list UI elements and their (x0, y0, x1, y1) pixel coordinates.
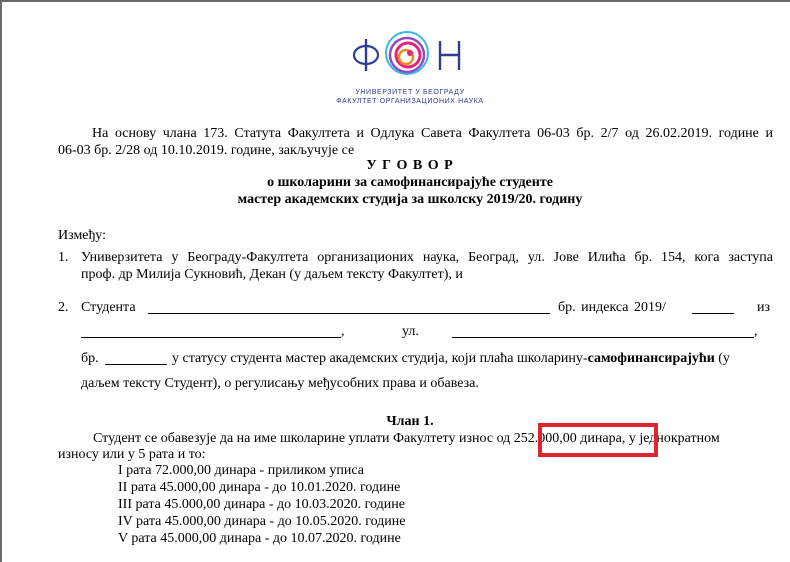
index-label: бр. индекса 2019/ (558, 300, 666, 315)
student-label: Студента (81, 300, 136, 315)
intro-line-1: На основу члана 173. Статута Факултета и Одлука Савета Факултета 06-03 бр. 2/7 од 26.02.2019. године и (92, 126, 773, 141)
between-label: Између: (58, 228, 106, 243)
installment-2: II рата 45.000,00 динара - до 10.01.2020. године (118, 480, 401, 495)
amount-highlight-box (538, 423, 658, 457)
status-line (172, 350, 730, 367)
page-border-top (0, 0, 790, 2)
street-comma: , (754, 324, 758, 339)
status-text: у статусу студента мастер академских студија, који плаћа школарину- (172, 351, 588, 366)
index-number-field[interactable] (692, 300, 734, 314)
logo-university-name: УНИВЕРЗИТЕТ У БЕОГРАДУ (355, 89, 465, 96)
fon-logo-mark (340, 25, 470, 87)
party-1-line-1: Универзитета у Београду-Факултета организационих наука, Београд, ул. Јове Илића бр. 154, кога заступа (81, 250, 773, 265)
installment-3: III рата 45.000,00 динара - до 10.03.2020. године (118, 497, 405, 512)
contract-title: У Г О В О Р (366, 158, 454, 173)
page-border-left (0, 0, 2, 562)
from-label: из (757, 300, 771, 315)
article-1-heading: Члан 1. (386, 414, 434, 429)
city-comma: , (341, 324, 345, 339)
contract-subtitle-2: мастер академских студија за школску 2019/20. годину (237, 192, 583, 207)
article-1-text-a: Студент се обавезује да на име школарине уплати Факултету износ од (93, 431, 511, 446)
party-1-line-2: проф. др Милија Сукновић, Декан (у даљем тексту Факултет), и (81, 267, 463, 282)
city-field[interactable] (81, 324, 341, 338)
article-1-text-b: , у једнократном (621, 431, 720, 446)
house-number-field[interactable] (105, 351, 167, 365)
intro-line-2: 06-03 бр. 2/28 од 10.10.2019. године, закључује се (58, 143, 355, 158)
student-name-field[interactable] (148, 300, 550, 314)
number-label: бр. (81, 351, 99, 366)
street-field[interactable] (452, 324, 754, 338)
installment-1: I рата 72.000,00 динара - приликом уписа (118, 463, 364, 478)
status-self-financing: самофинансирајући (587, 351, 715, 366)
party-2-number: 2. (58, 300, 69, 315)
installment-4: IV рата 45.000,00 динара - до 10.05.2020. године (118, 514, 406, 529)
installment-5: V рата 45.000,00 динара - до 10.07.2020. године (118, 531, 401, 546)
party-2-line-4: даљем тексту Студент), о регулисању међусобних права и обавеза. (81, 376, 479, 391)
street-label: ул. (402, 324, 419, 339)
tuition-amount: 252.000,00 динара (513, 431, 622, 446)
party-1-number: 1. (58, 250, 69, 265)
article-1-line-2: износу или у 5 рата и то: (58, 447, 206, 462)
status-tail: (у (714, 351, 730, 366)
contract-subtitle-1: о школарини за самофинансирајуће студенте (267, 175, 553, 190)
fon-logo (336, 25, 484, 107)
logo-faculty-name: ФАКУЛТЕТ ОРГАНИЗАЦИОНИХ НАУКА (336, 98, 484, 105)
